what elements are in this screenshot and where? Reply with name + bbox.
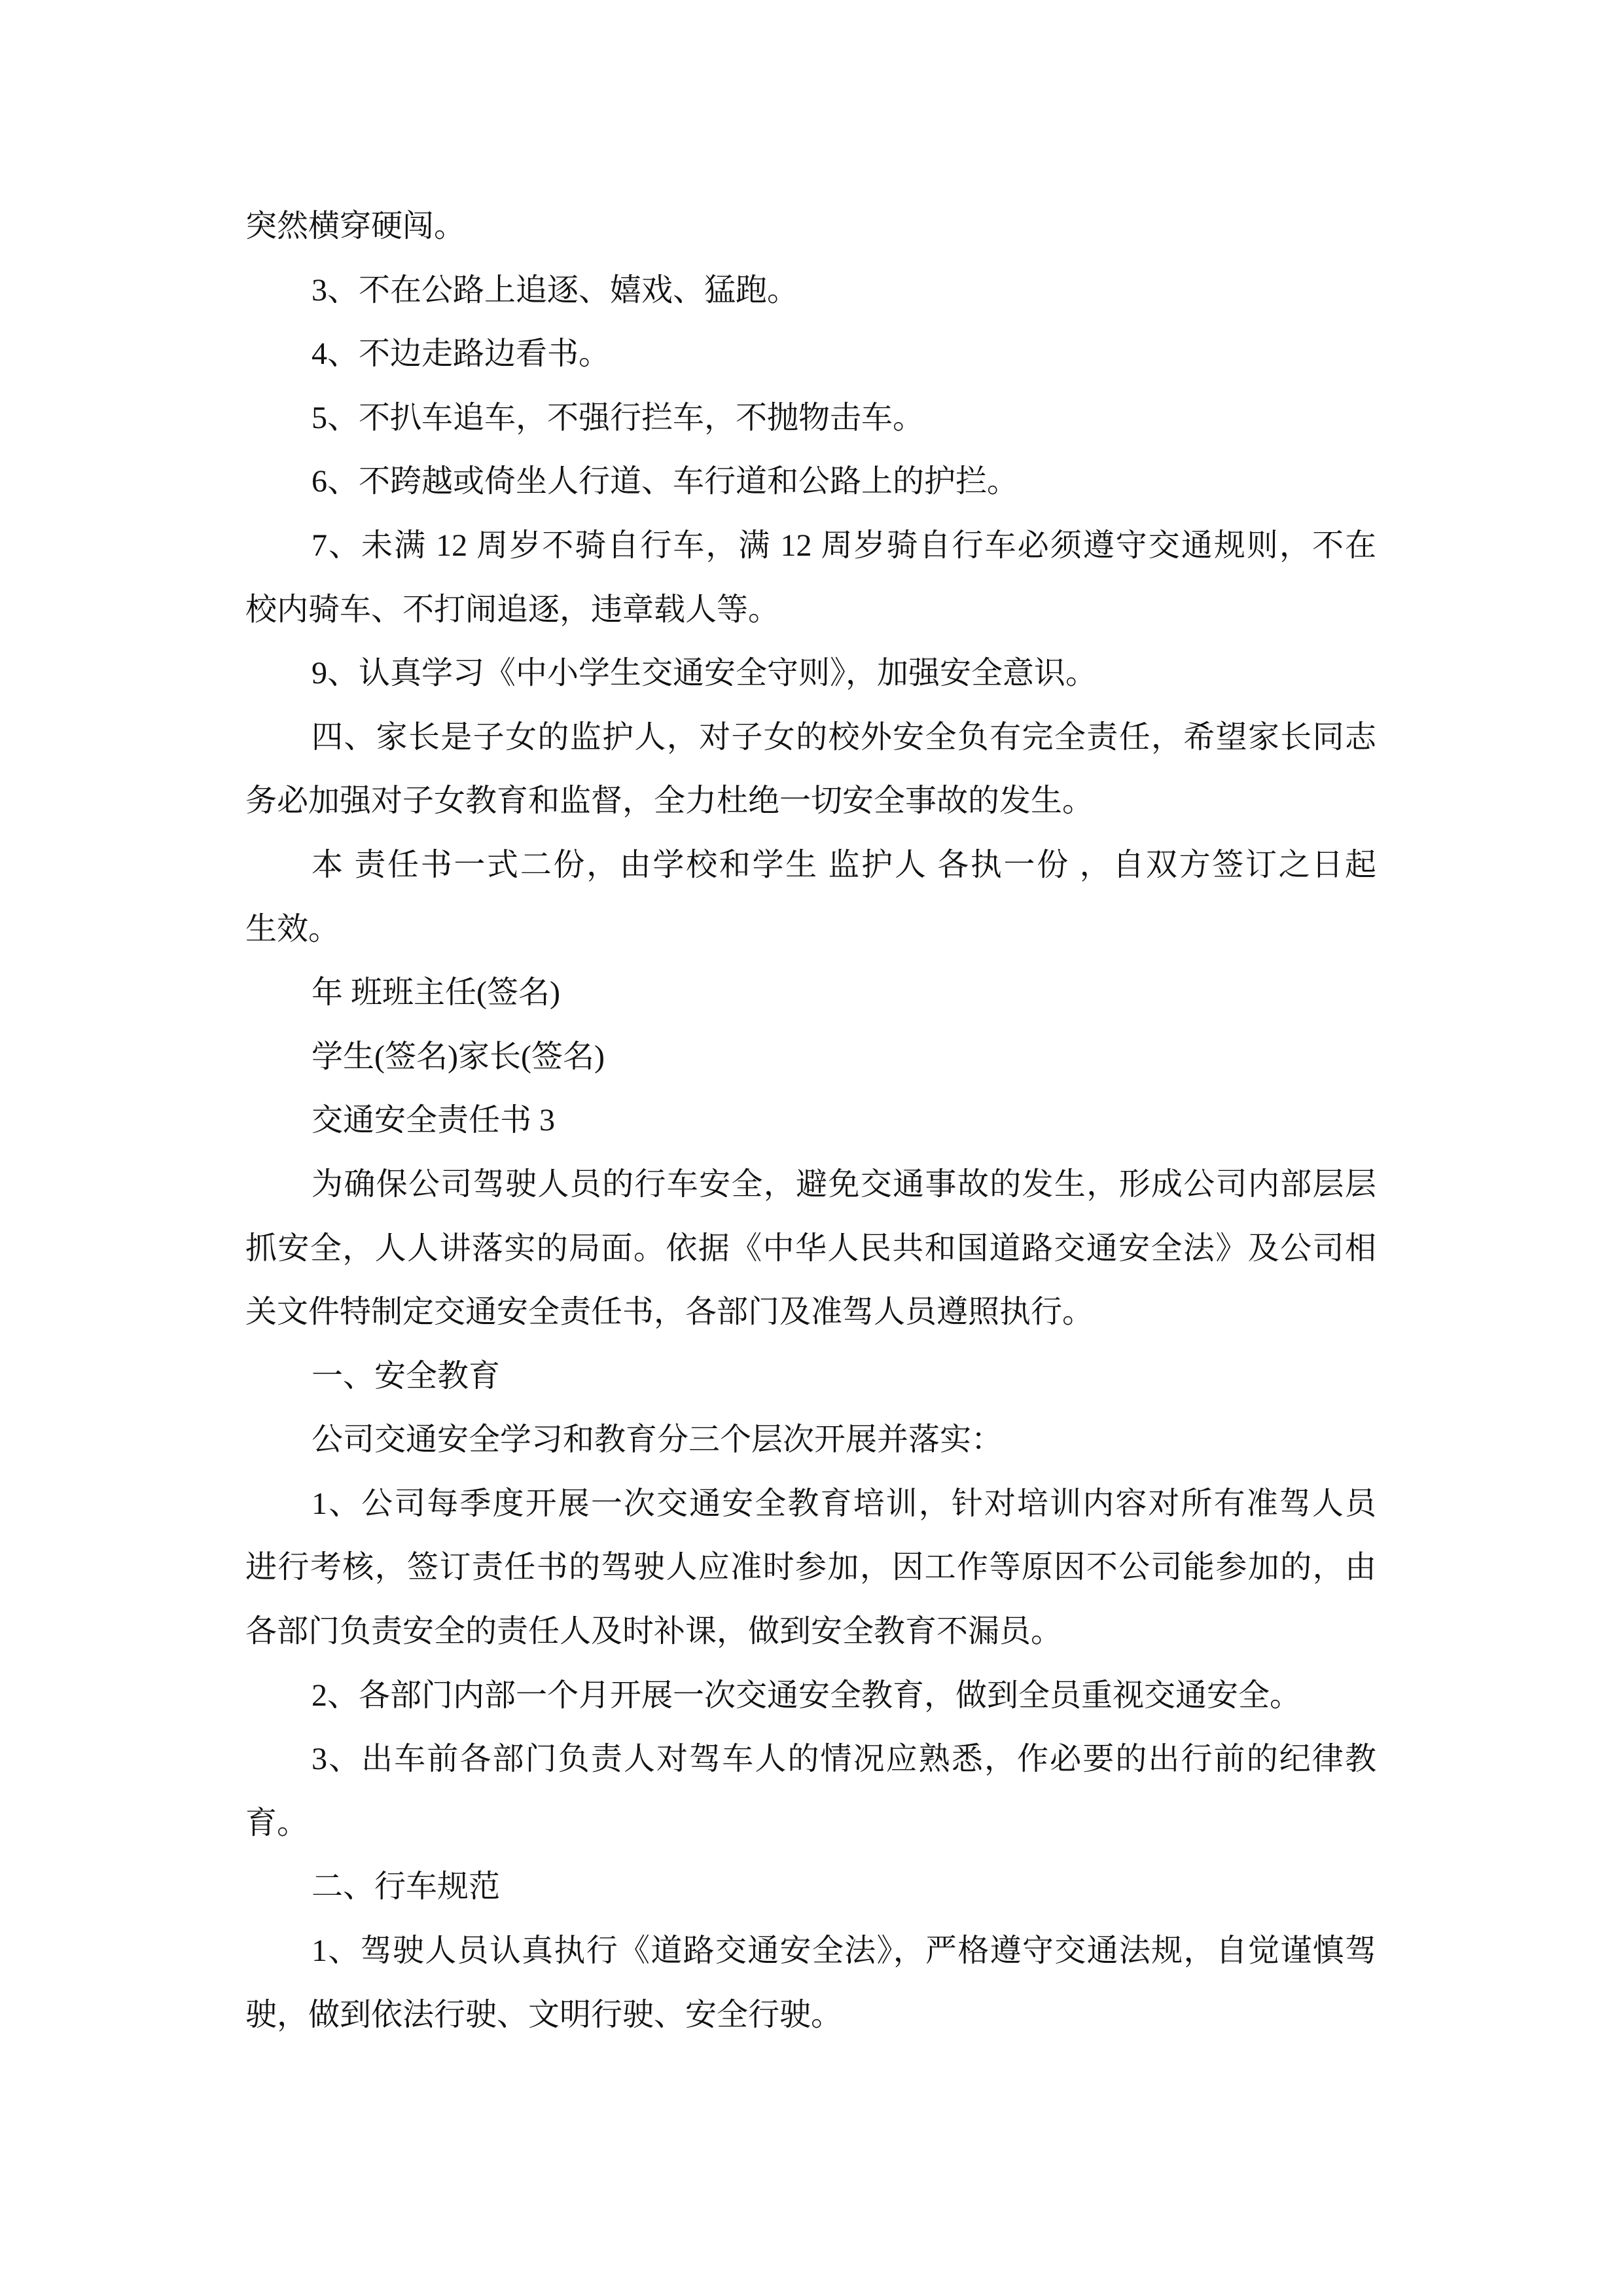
text-line: 3、不在公路上追逐、嬉戏、猛跑。 bbox=[312, 272, 799, 308]
text-line: 2、各部门内部一个月开展一次交通安全教育，做到全员重视交通安全。 bbox=[312, 1677, 1302, 1713]
text-line: 抓安全，人人讲落实的局面。依据《中华人民共和国道路交通安全法》及公司相 bbox=[245, 1230, 1376, 1266]
paragraph bbox=[245, 1153, 1376, 1344]
text-line: 进行考核，签订责任书的驾驶人应准时参加，因工作等原因不公司能参加的，由 bbox=[245, 1550, 1376, 1585]
text-line: 1、公司每季度开展一次交通安全教育培训，针对培训内容对所有准驾人员 bbox=[312, 1486, 1376, 1521]
paragraph bbox=[245, 1344, 1376, 1408]
text-line: 为确保公司驾驶人员的行车安全，避免交通事故的发生，形成公司内部层层 bbox=[312, 1166, 1376, 1202]
text-line: 3、出车前各部门负责人对驾车人的情况应熟悉，作必要的出行前的纪律教 bbox=[312, 1742, 1376, 1777]
paragraph bbox=[245, 1855, 1376, 1919]
text-line: 本 责任书一式二份，由学校和学生 监护人 各执一份 ，自双方签订之日起 bbox=[312, 847, 1376, 882]
paragraph bbox=[245, 641, 1376, 706]
text-line: 四、家长是子女的监护人，对子女的校外安全负有完全责任，希望家长同志 bbox=[312, 719, 1376, 755]
paragraph bbox=[245, 1664, 1376, 1728]
text-line: 交通安全责任书 3 bbox=[312, 1103, 556, 1138]
paragraph bbox=[245, 1408, 1376, 1472]
paragraph bbox=[245, 259, 1376, 323]
text-line: 学生(签名)家长(签名) bbox=[312, 1039, 605, 1074]
paragraph bbox=[245, 386, 1376, 450]
text-line: 7、未满 12 周岁不骑自行车，满 12 周岁骑自行车必须遵守交通规则，不在 bbox=[312, 528, 1376, 563]
text-line: 年 班班主任(签名) bbox=[312, 975, 560, 1011]
text-line: 驶，做到依法行驶、文明行驶、安全行驶。 bbox=[245, 1997, 843, 2032]
text-line: 1、驾驶人员认真执行《道路交通安全法》，严格遵守交通法规，自觉谨慎驾 bbox=[312, 1933, 1376, 1969]
paragraph bbox=[245, 706, 1376, 833]
text-line: 育。 bbox=[245, 1805, 309, 1840]
paragraph bbox=[245, 450, 1376, 514]
paragraph bbox=[245, 322, 1376, 386]
paragraph bbox=[245, 1025, 1376, 1089]
text-line: 生效。 bbox=[245, 911, 340, 946]
text-line: 二、行车规范 bbox=[312, 1869, 501, 1905]
text-line: 6、不跨越或倚坐人行道、车行道和公路上的护拦。 bbox=[312, 464, 1019, 499]
text-line: 5、不扒车追车，不强行拦车，不抛物击车。 bbox=[312, 400, 925, 435]
document-page bbox=[245, 194, 1376, 2047]
paragraph bbox=[245, 1472, 1376, 1664]
paragraph bbox=[245, 1919, 1376, 2047]
text-line: 务必加强对子女教育和监督，全力杜绝一切安全事故的发生。 bbox=[245, 783, 1094, 819]
paragraph bbox=[245, 514, 1376, 641]
text-line: 突然横穿硬闯。 bbox=[245, 209, 466, 243]
paragraph bbox=[245, 833, 1376, 961]
text-line: 公司交通安全学习和教育分三个层次开展并落实： bbox=[312, 1422, 1003, 1458]
paragraph bbox=[245, 194, 1376, 259]
paragraph bbox=[245, 961, 1376, 1025]
text-line: 关文件特制定交通安全责任书，各部门及准驾人员遵照执行。 bbox=[245, 1295, 1094, 1330]
text-line: 4、不边走路边看书。 bbox=[312, 336, 611, 372]
paragraph bbox=[245, 1727, 1376, 1855]
text-line: 一、安全教育 bbox=[312, 1358, 501, 1393]
paragraph bbox=[245, 1088, 1376, 1153]
text-line: 校内骑车、不打闹追逐，违章载人等。 bbox=[245, 592, 780, 627]
text-line: 各部门负责安全的责任人及时补课，做到安全教育不漏员。 bbox=[245, 1614, 1063, 1649]
text-line: 9、认真学习《中小学生交通安全守则》，加强安全意识。 bbox=[312, 656, 1097, 691]
